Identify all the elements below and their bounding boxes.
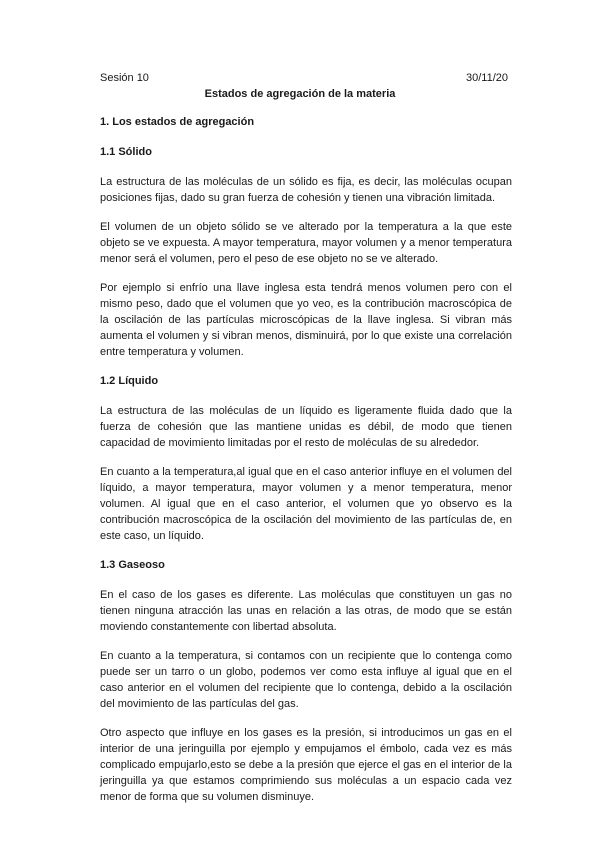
subsection-heading-solid: 1.1 Sólido	[100, 146, 152, 158]
date-label: 30/11/20	[465, 72, 508, 84]
paragraph: La estructura de las moléculas de un líquido es ligeramente fluida dado que la fuerza de cohesión que las mantiene unidas es débil, de modo que tienen capacidad de movimiento limitadas por el resto de moléculas de su alrededor.	[100, 405, 512, 449]
paragraph: En cuanto a la temperatura,al igual que en el caso anterior influye en el volumen del líquido, a mayor temperatura, mayor volumen y a menor temperatura, menor volumen. Al igual que en el caso anterior, el volumen que yo observo es la contribución macroscópica de la oscilación del movimiento de las partículas de, en este caso, un líquido.	[100, 466, 512, 542]
paragraph: Otro aspecto que influye en los gases es la presión, si introducimos un gas en el interior de una jeringuilla por ejemplo y empujamos el émbolo, cada vez es más complicado empujarlo,esto se debe a la presión que ejerce el gas en el interior de la jeringuilla ya que estamos comprimiendo sus moléculas a un espacio cada vez menor de forma que su volumen disminuye.	[100, 727, 512, 803]
paragraph: Por ejemplo si enfrío una llave inglesa esta tendrá menos volumen pero con el mismo peso, dado que el volumen que yo veo, es la contribución macroscópica de la oscilación de las partículas microscópicas de la llave inglesa. Si vibran más aumenta el volumen y si vibran menos, disminuirá, por lo que existe una correlación entre temperatura y volumen.	[100, 282, 512, 358]
session-label: Sesión 10	[100, 72, 149, 84]
subsection-heading-gas: 1.3 Gaseoso	[100, 559, 165, 571]
paragraph: En el caso de los gases es diferente. Las moléculas que constituyen un gas no tienen ninguna atracción las unas en relación a las otras, de modo que se están moviendo constantemente con libertad absoluta.	[100, 589, 512, 633]
subsection-heading-liquid: 1.2 Líquido	[100, 375, 159, 387]
paragraph: La estructura de las moléculas de un sólido es fija, es decir, las moléculas ocupan posiciones fijas, dado su gran fuerza de cohesión y tienen una vibración limitada.	[100, 176, 512, 204]
paragraph: El volumen de un objeto sólido se ve alterado por la temperatura a la que este objeto se ve expuesta. A mayor temperatura, mayor volumen y a menor temperatura menor será el volumen, pero el peso de ese objeto no se ve alterado.	[100, 221, 512, 265]
paragraph: En cuanto a la temperatura, si contamos con un recipiente que lo contenga como puede ser un tarro o un globo, podemos ver como esta influye al igual que en el caso anterior en el volumen del recipiente que lo contenga, debido a la oscilación del movimiento de las partículas del gas.	[100, 650, 512, 710]
document-title: Estados de agregación de la materia	[204, 88, 396, 100]
document-body	[100, 114, 512, 818]
section-heading-states: 1. Los estados de agregación	[100, 116, 255, 128]
